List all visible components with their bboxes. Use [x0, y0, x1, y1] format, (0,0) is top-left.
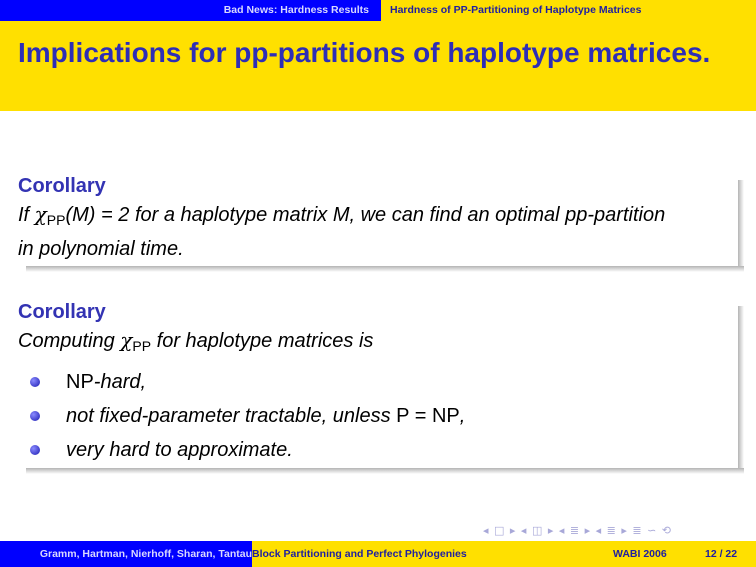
footer-right	[512, 541, 756, 567]
chi-subscript: PP	[46, 212, 66, 228]
corollary-heading: Corollary	[18, 301, 106, 323]
top-navigation-bar	[0, 0, 756, 21]
bullet-list	[18, 365, 738, 467]
corollary-intro	[18, 326, 738, 361]
corollary-block-1	[18, 172, 738, 264]
intro-text-post: for haplotype matrices is	[151, 330, 374, 352]
corollary-heading: Corollary	[18, 175, 106, 197]
nav-section-left[interactable]: Bad News: Hardness Results	[223, 4, 369, 16]
corollary-text-if: If	[18, 204, 35, 226]
item-italic-text: very hard to approximate.	[66, 439, 293, 461]
footer-conference: WABI 2006	[613, 548, 667, 560]
beamer-navigation-icons[interactable]: ◂ □ ▸ ◂ ◫ ▸ ◂ ≣ ▸ ◂ ≣ ▸ ≣ ∽ ⟲	[483, 524, 672, 537]
frame-title-bar	[0, 21, 756, 111]
bullet-icon	[30, 377, 40, 387]
corollary-body	[18, 200, 678, 264]
footer-talk-title: Block Partitioning and Perfect Phylogenies	[252, 541, 512, 567]
item-italic-text: ,	[459, 405, 466, 427]
footer-authors: Gramm, Hartman, Nierhoff, Sharan, Tantau	[0, 541, 252, 567]
chi-symbol: χ	[120, 328, 133, 352]
nav-section-right[interactable]: Hardness of PP-Partitioning of Haplotype Matrices	[381, 0, 756, 21]
footer-bar	[0, 541, 756, 567]
list-item	[18, 399, 738, 433]
bullet-icon	[30, 445, 40, 455]
list-item	[18, 433, 738, 467]
block-shadow	[738, 306, 744, 474]
bullet-icon	[30, 411, 40, 421]
block-shadow	[26, 266, 744, 272]
intro-text-pre: Computing	[18, 330, 121, 352]
list-item	[18, 365, 738, 399]
chi-subscript: PP	[132, 338, 152, 354]
corollary-body	[18, 326, 738, 467]
block-shadow	[26, 468, 744, 474]
item-upright-text: NP	[66, 371, 94, 393]
item-italic-text: not fixed-parameter tractable, unless	[66, 405, 397, 427]
item-italic-text: -hard,	[93, 371, 147, 393]
item-upright-text: P = NP	[396, 405, 460, 427]
corollary-block-2	[18, 298, 738, 467]
slide-title: Implications for pp-partitions of haplotype matrices.	[18, 37, 711, 68]
corollary-text-rest: for a haplotype matrix M, we can find an optimal pp-partition in polynomial time.	[18, 204, 666, 260]
block-shadow	[738, 180, 744, 272]
chi-symbol: χ	[34, 202, 47, 226]
page-number: 12 / 22	[705, 548, 738, 560]
chi-argument: (M) = 2	[65, 204, 130, 226]
